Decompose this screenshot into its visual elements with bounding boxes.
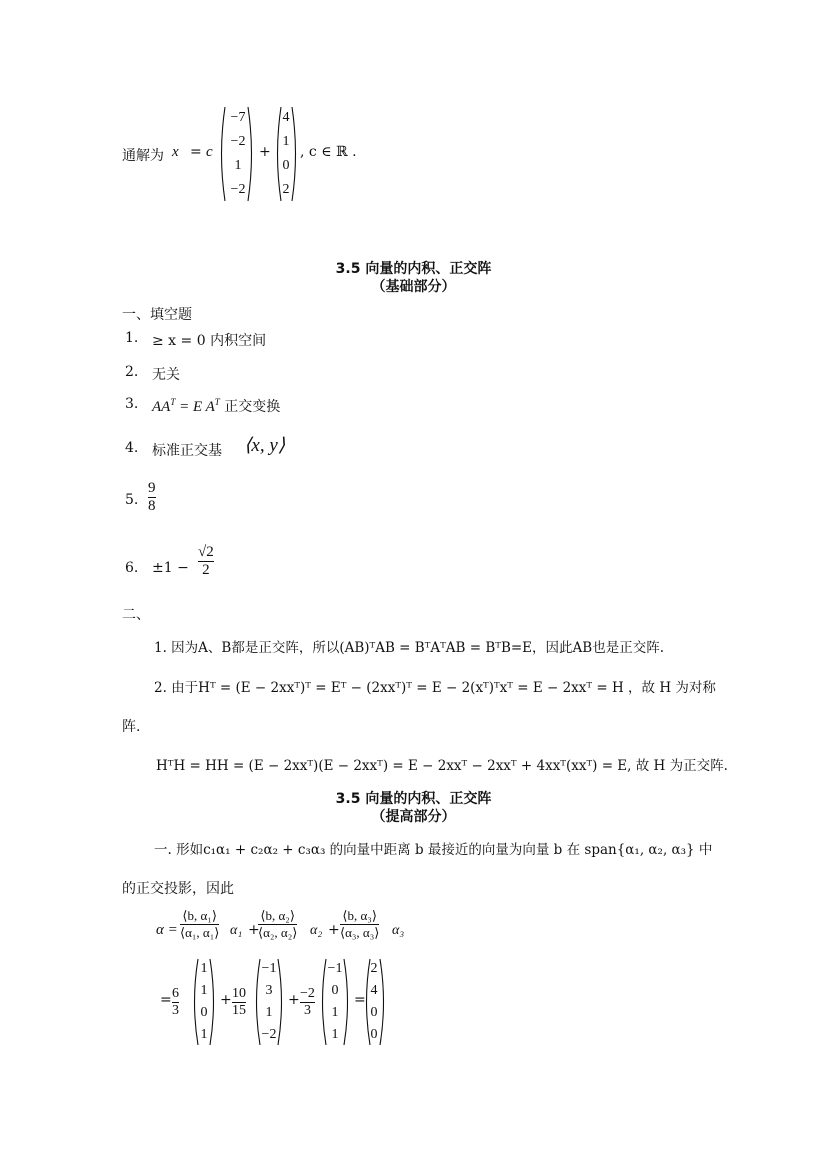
vector-entry: −2 xyxy=(230,182,246,197)
proof-1: 1. 因为A、B都是正交阵，所以(AB)ᵀAB = BᵀAᵀAB = BᵀB=E，因此AB也是正交阵. xyxy=(154,640,664,656)
item-number: 2. xyxy=(125,364,139,380)
solution-eq: = xyxy=(190,144,202,160)
vector-entry: 0 xyxy=(200,1005,208,1020)
projection-fraction xyxy=(180,908,219,941)
item-answer: 无关 xyxy=(152,367,180,383)
basis-vector: α₁ xyxy=(230,923,243,938)
projection-line-2: 的正交投影，因此 xyxy=(122,881,234,897)
basis-vector: α₂ xyxy=(310,923,323,938)
vector-entry: 1 xyxy=(282,134,290,149)
answer-part: = E A xyxy=(175,399,215,415)
superscript: T xyxy=(170,397,176,407)
projection-fraction xyxy=(258,908,297,941)
alpha-label: α = xyxy=(156,922,178,938)
inner-product-bracket: ⟨x, y⟩ xyxy=(244,435,286,456)
vector-entry: 1 xyxy=(200,983,208,998)
proof-2-line-3: HᵀH = HH = (E − 2xxᵀ)(E − 2xxᵀ) = E − 2xxᵀ − 2xxᵀ + 4xxᵀ(xxᵀ) = E, 故 H 为正交阵. xyxy=(156,758,728,774)
vector-entry: 3 xyxy=(265,983,273,998)
vector-entry: 0 xyxy=(282,158,290,173)
vector-entry: −1 xyxy=(327,961,343,976)
vector-entry: 1 xyxy=(265,1005,273,1020)
right-paren-icon xyxy=(378,958,388,1046)
vector-entry: 2 xyxy=(370,961,378,976)
item-number: 6. xyxy=(125,560,139,576)
numerator: ⟨b, α₂⟩ xyxy=(260,908,295,923)
solution-tail: , c ∈ ℝ . xyxy=(300,144,357,160)
vector-entry: −7 xyxy=(230,110,246,125)
vector-entry: −1 xyxy=(261,961,277,976)
right-paren-icon xyxy=(208,958,218,1046)
item-answer: 标准正交基 xyxy=(152,443,222,459)
item-number: 4. xyxy=(125,440,139,456)
vector-entry: 1 xyxy=(331,1027,339,1042)
part-one-heading: 一、填空题 xyxy=(122,307,192,323)
numerator: 6 xyxy=(172,986,179,1001)
numerator: 10 xyxy=(232,986,246,1001)
vector-entry: 1 xyxy=(331,1005,339,1020)
numerator: ⟨b, α₁⟩ xyxy=(182,908,217,923)
section-subtitle-basic: （基础部分） xyxy=(371,279,456,295)
right-paren-icon xyxy=(290,106,300,202)
part-two-heading: 二、 xyxy=(122,607,150,623)
item-number: 3. xyxy=(125,396,139,412)
right-paren-icon xyxy=(342,958,352,1046)
fraction xyxy=(148,480,156,515)
solution-c: c xyxy=(206,144,213,160)
right-paren-icon xyxy=(276,958,286,1046)
equals-sign: = xyxy=(354,992,366,1008)
vector-entry: 1 xyxy=(200,961,208,976)
section-subtitle-advanced: （提高部分） xyxy=(371,809,456,825)
denominator: 3 xyxy=(303,1003,311,1018)
plus-sign: + xyxy=(220,992,232,1008)
item-answer: ±1 − xyxy=(152,560,189,576)
numerator: −2 xyxy=(300,986,315,1001)
denominator: ⟨α₃, α₃⟩ xyxy=(340,925,380,940)
proof-2-line-2: 阵. xyxy=(122,719,141,735)
plus-sign: + xyxy=(288,992,300,1008)
section-title-advanced: 3.5 向量的内积、正交阵 xyxy=(335,791,492,807)
vector-entry: 0 xyxy=(331,983,339,998)
basis-vector: α₃ xyxy=(392,923,405,938)
denominator: ⟨α₂, α₂⟩ xyxy=(258,925,298,940)
vector-entry: 4 xyxy=(282,110,290,125)
equals-sign: = xyxy=(160,992,172,1008)
denominator: 3 xyxy=(172,1003,179,1018)
vector-entry: −2 xyxy=(230,134,246,149)
coefficient-fraction xyxy=(232,986,246,1019)
vector-entry: 0 xyxy=(370,1005,378,1020)
item-number: 5. xyxy=(125,492,139,508)
plus-sign: + xyxy=(328,922,340,938)
section-title-basic: 3.5 向量的内积、正交阵 xyxy=(335,261,492,277)
denominator: 15 xyxy=(232,1003,246,1018)
item-answer: ≥ x = 0 内积空间 xyxy=(152,333,267,349)
projection-line-1: 一. 形如c₁α₁ + c₂α₂ + c₃α₃ 的向量中距离 b 最接近的向量为向量 b 在 span{α₁, α₂, α₃} 中 xyxy=(154,842,713,858)
numerator: 9 xyxy=(148,480,156,496)
numerator: √2 xyxy=(198,544,214,560)
superscript: T xyxy=(214,397,220,407)
solution-plus: + xyxy=(259,144,271,160)
numerator: ⟨b, α₃⟩ xyxy=(342,908,377,923)
coefficient-fraction xyxy=(300,986,315,1019)
solution-label: 通解为 xyxy=(122,148,164,164)
vector-entry: 1 xyxy=(234,158,242,173)
answer-part: AA xyxy=(152,399,171,415)
vector-entry: −2 xyxy=(261,1027,277,1042)
answer-part: 正交变换 xyxy=(219,399,281,415)
projection-fraction xyxy=(340,908,379,941)
solution-x: x xyxy=(172,144,179,160)
vector-entry: 0 xyxy=(370,1027,378,1042)
item-answer xyxy=(152,396,280,416)
right-paren-icon xyxy=(246,106,256,202)
proof-2-line-1: 2. 由于Hᵀ = (E − 2xxᵀ)ᵀ = Eᵀ − (2xxᵀ)ᵀ = E − 2(xᵀ)ᵀxᵀ = E − 2xxᵀ = H ，故 H 为对称 xyxy=(154,680,716,696)
vector-entry: 1 xyxy=(200,1027,208,1042)
plus-sign: + xyxy=(248,922,260,938)
denominator: 2 xyxy=(202,562,210,578)
coefficient-fraction xyxy=(172,986,179,1019)
item-number: 1. xyxy=(125,330,139,346)
denominator: 8 xyxy=(148,498,156,514)
fraction xyxy=(198,544,214,579)
vector-entry: 2 xyxy=(282,182,290,197)
vector-entry: 4 xyxy=(370,983,378,998)
denominator: ⟨α₁, α₁⟩ xyxy=(180,925,220,940)
